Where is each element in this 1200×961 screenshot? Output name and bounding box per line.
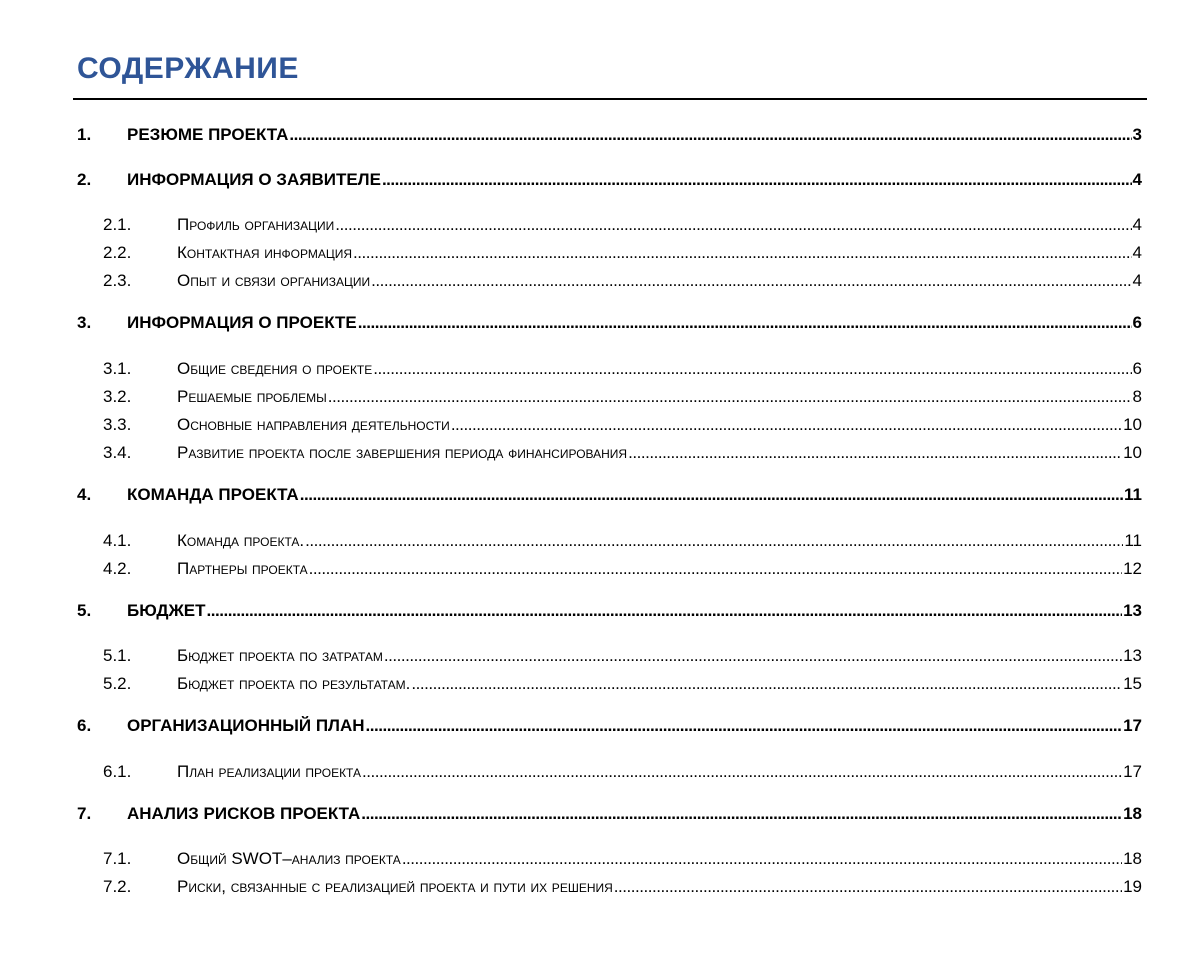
toc-section-entry[interactable]: [77, 804, 1142, 824]
toc-dot-leader: [305, 531, 1123, 551]
toc-page-number: 19: [1123, 877, 1142, 896]
toc-entry-title: План реализации проекта: [177, 762, 361, 781]
toc-entry-number: 6.: [77, 716, 92, 735]
toc-entry-title: Риски, связанные с реализацией проекта и пути их решения: [177, 877, 613, 896]
toc-subsection-entry[interactable]: [77, 762, 1142, 782]
toc-page-number: 4: [1132, 170, 1142, 189]
toc-entry-title: ИНФОРМАЦИЯ О ЗАЯВИТЕЛЕ: [127, 170, 381, 189]
toc-entry-number: 7.: [77, 804, 92, 823]
toc-page-number: 10: [1123, 415, 1142, 434]
toc-page-number: 11: [1124, 531, 1142, 550]
toc-dot-leader: [384, 646, 1122, 666]
toc-page-number: 18: [1123, 849, 1142, 868]
toc-entry-title: АНАЛИЗ РИСКОВ ПРОЕКТА: [127, 804, 361, 823]
toc-dot-leader: [373, 359, 1131, 379]
toc-dot-leader: [382, 170, 1132, 190]
toc-entry-number: 2.2.: [103, 243, 132, 262]
toc-subsection-entry[interactable]: [77, 415, 1142, 435]
toc-entry-number: 4.: [77, 485, 92, 504]
toc-entry-title: Бюджет проекта по результатам.: [177, 674, 411, 693]
toc-subsection-entry[interactable]: [77, 646, 1142, 666]
toc-page-number: 17: [1123, 716, 1142, 735]
toc-entry-title: БЮДЖЕТ: [127, 601, 206, 620]
toc-entry-number: 7.1.: [103, 849, 132, 868]
toc-page-number: 17: [1123, 762, 1142, 781]
toc-entry-title: Партнеры проекта: [177, 559, 308, 578]
toc-subsection-entry[interactable]: [77, 215, 1142, 235]
toc-dot-leader: [309, 559, 1122, 579]
toc-entry-number: 3.1.: [103, 359, 132, 378]
toc-entry-number: 2.1.: [103, 215, 132, 234]
toc-entry-number: 3.2.: [103, 387, 132, 406]
toc-entry-title: Опыт и связи организации: [177, 271, 371, 290]
toc-dot-leader: [353, 243, 1132, 263]
toc-page-number: 8: [1132, 387, 1142, 406]
toc-entry-number: 7.2.: [103, 877, 132, 896]
toc-page-number: 18: [1123, 804, 1142, 823]
toc-entry-number: 5.1.: [103, 646, 132, 665]
toc-dot-leader: [335, 215, 1131, 235]
toc-entry-title: ИНФОРМАЦИЯ О ПРОЕКТЕ: [127, 313, 357, 332]
toc-entry-title: ОРГАНИЗАЦИОННЫЙ ПЛАН: [127, 716, 365, 735]
toc-section-entry[interactable]: [77, 485, 1142, 505]
toc-page-number: 4: [1132, 271, 1142, 290]
toc-page-number: 15: [1123, 674, 1142, 693]
toc-page-number: 13: [1123, 646, 1142, 665]
toc-dot-leader: [300, 485, 1123, 505]
toc-entry-title: Решаемые проблемы: [177, 387, 327, 406]
toc-entry-title: Профиль организации: [177, 215, 335, 234]
toc-subsection-entry[interactable]: [77, 849, 1142, 869]
toc-entry-number: 4.2.: [103, 559, 132, 578]
toc-entry-number: 3.3.: [103, 415, 132, 434]
toc-section-entry[interactable]: [77, 125, 1142, 145]
toc-page-number: 4: [1132, 215, 1142, 234]
toc-entry-number: 2.: [77, 170, 92, 189]
toc-page-number: 3: [1132, 125, 1142, 144]
toc-entry-number: 1.: [77, 125, 92, 144]
toc-page-number: 13: [1123, 601, 1142, 620]
toc-entry-number: 3.: [77, 313, 92, 332]
toc-dot-leader: [207, 601, 1123, 621]
toc-entry-title: Основные направления деятельности: [177, 415, 450, 434]
toc-entry-title: Контактная информация: [177, 243, 353, 262]
toc-page-number: 6: [1132, 359, 1142, 378]
toc-page-number: 10: [1123, 443, 1142, 462]
toc-subsection-entry[interactable]: [77, 674, 1142, 694]
toc-page-number: 12: [1123, 559, 1142, 578]
toc-entry-number: 5.2.: [103, 674, 132, 693]
toc-subsection-entry[interactable]: [77, 243, 1142, 263]
toc-section-entry[interactable]: [77, 313, 1142, 333]
toc-entry-title: Команда проекта.: [177, 531, 305, 550]
toc-dot-leader: [614, 877, 1122, 897]
toc-dot-leader: [411, 674, 1122, 694]
toc-dot-leader: [371, 271, 1131, 291]
toc-entry-number: 4.1.: [103, 531, 132, 550]
toc-entry-title: Развитие проекта после завершения периода финансирования: [177, 443, 628, 462]
toc-page-number: 11: [1124, 485, 1142, 504]
toc-entry-number: 3.4.: [103, 443, 132, 462]
toc-section-entry[interactable]: [77, 601, 1142, 621]
toc-dot-leader: [628, 443, 1122, 463]
toc-entry-title: КОМАНДА ПРОЕКТА: [127, 485, 299, 504]
toc-subsection-entry[interactable]: [77, 531, 1142, 551]
toc-entry-title: Общие сведения о проекте: [177, 359, 373, 378]
toc-dot-leader: [361, 804, 1122, 824]
toc-entry-title: Бюджет проекта по затратам: [177, 646, 383, 665]
toc-dot-leader: [451, 415, 1122, 435]
toc-subsection-entry[interactable]: [77, 559, 1142, 579]
title-divider: [73, 98, 1147, 100]
toc-entry-title: РЕЗЮМЕ ПРОЕКТА: [127, 125, 289, 144]
toc-page-number: 4: [1132, 243, 1142, 262]
toc-subsection-entry[interactable]: [77, 387, 1142, 407]
toc-subsection-entry[interactable]: [77, 271, 1142, 291]
page-title: СОДЕРЖАНИЕ: [77, 52, 299, 85]
toc-dot-leader: [358, 313, 1132, 333]
toc-entry-number: 5.: [77, 601, 92, 620]
toc-dot-leader: [362, 762, 1122, 782]
toc-subsection-entry[interactable]: [77, 359, 1142, 379]
toc-page-number: 6: [1132, 313, 1142, 332]
toc-entry-number: 6.1.: [103, 762, 132, 781]
toc-dot-leader: [366, 716, 1123, 736]
toc-subsection-entry[interactable]: [77, 877, 1142, 897]
toc-section-entry[interactable]: [77, 716, 1142, 736]
toc-dot-leader: [402, 849, 1122, 869]
toc-dot-leader: [328, 387, 1132, 407]
toc-dot-leader: [289, 125, 1131, 145]
toc-section-entry[interactable]: [77, 170, 1142, 190]
toc-entry-title: Общий SWOT–анализ проекта: [177, 849, 401, 868]
toc-entry-number: 2.3.: [103, 271, 132, 290]
toc-subsection-entry[interactable]: [77, 443, 1142, 463]
